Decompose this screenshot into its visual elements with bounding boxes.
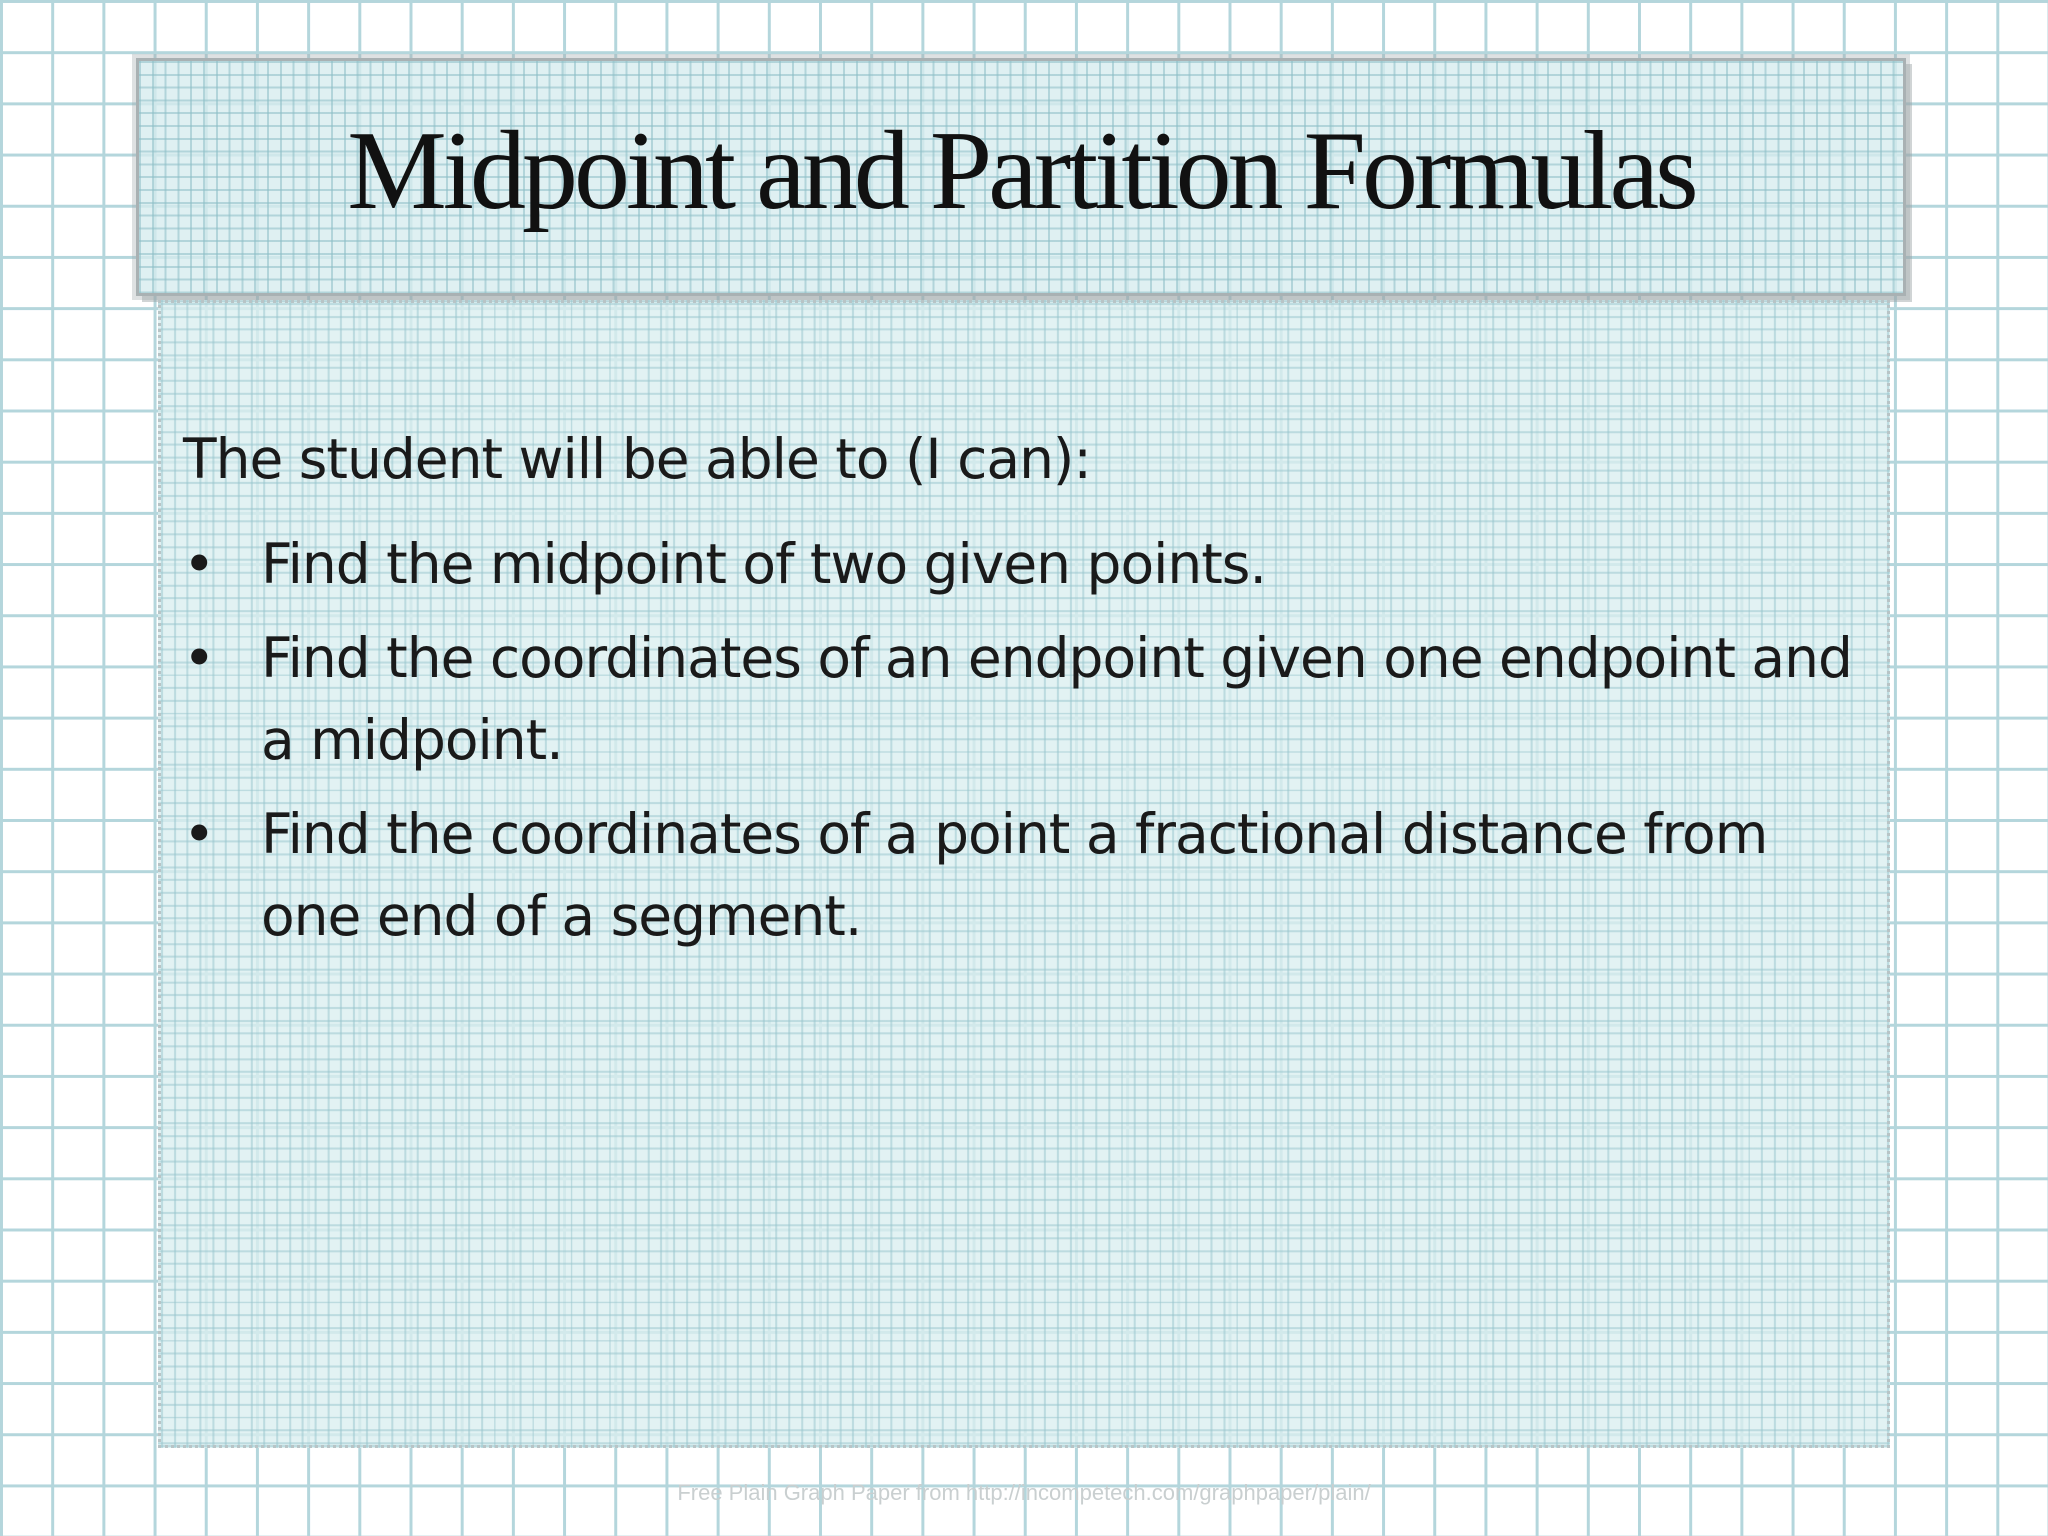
footer-credit: Free Plain Graph Paper from http://incompetech.com/graphpaper/plain/ [677,1480,1371,1505]
title-panel [136,58,1906,296]
objective-item [183,617,1873,781]
intro-text: The student will be able to (I can): [183,427,1091,491]
objective-text: Find the coordinates of a point a fractional distance from one end of a segment. [261,802,1768,948]
bullet-icon: • [183,532,215,596]
objective-list [183,523,1873,969]
slide-title: Midpoint and Partition Formulas [347,108,1695,233]
content-panel [158,300,1890,1448]
bullet-icon: • [183,626,215,690]
objective-text: Find the midpoint of two given points. [261,532,1266,596]
bullet-icon: • [183,802,215,866]
objective-text: Find the coordinates of an endpoint given one endpoint and a midpoint. [261,626,1852,772]
objective-item [183,793,1873,957]
objective-item [183,523,1873,605]
